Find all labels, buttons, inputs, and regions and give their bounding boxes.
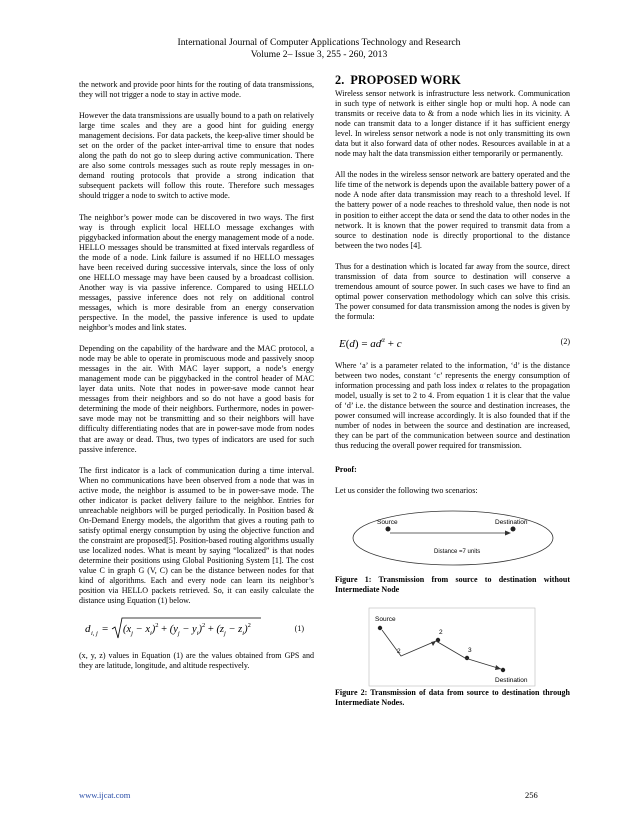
figure-2-diagram [335, 606, 570, 688]
section-number: 2. [335, 73, 345, 87]
source-label: Source [375, 615, 396, 623]
figure-2 [335, 606, 570, 708]
svg-text:E(d) = adα + c: $E(d) = ad^\alpha + c$ [339, 335, 402, 350]
page-number: 256 [525, 790, 538, 800]
paragraph: The first indicator is a lack of communication during a time interval. When no communications have been observed from a node that was in active mode, the neighbor is assumed to be in power-save mode. The other indicator is packet delivery failure to the neighbor. Entries for unreachable neighbors will be purged periodically. In Position based & On-Demand Energy models, the algorithm that gives a routing path to satisfy optimal energy consumption by using the objective function and the constraint are proposed[5]. Position-based routing algorithms usually use localized nodes. What is meant by saying “localized” is that nodes determine their positions using Global Positioning System [1]. The cost value C in graph G (V, C) can be the distance between nodes for that kind of algorithms. Each and every node can learn its neighbor’s position via HELLO packets retrieved. So, it can easily calculate the distance using Equation (1) below. [79, 465, 314, 606]
equation-number: (2) [560, 336, 570, 346]
distance-label: Distance =7 units [434, 548, 481, 555]
left-column [79, 80, 314, 682]
node-label: 2 [439, 628, 443, 636]
arrow-head [505, 530, 511, 535]
source-label: Source [377, 518, 398, 526]
svg-text:d: d [85, 623, 91, 636]
svg-text:=: = [102, 623, 109, 636]
paragraph: (x, y, z) values in Equation (1) are the values obtained from GPS and they are latitude, longitude, and altitude respectively. [79, 651, 314, 671]
destination-label: Destination [495, 518, 528, 526]
figure-1 [335, 505, 570, 595]
node-label: 2 [397, 647, 401, 655]
svg-text:i, j: i, j [91, 630, 98, 638]
svg-text:(xj − xi)2 + (yj − yi)2 + (zj: $(x_j - x_i)^2 + (y_j - y_i)^2 + (z_j - z_i)^2$ [123, 622, 251, 638]
figure-2-caption: Figure 2: Transmission of data from source to destination through Intermediate Nodes. [335, 687, 570, 707]
running-header [0, 37, 638, 61]
paragraph: Let us consider the following two scenarios: [335, 486, 478, 496]
paragraph: Depending on the capability of the hardware and the MAC protocol, a node may be able to operate in promiscuous mode and passively snoop messages in the air. With MAC layer support, a node’s energy management mode can be piggybacked in the control header of MAC layer data units. Note that nodes in power-save mode cannot hear messages from their neighbors and so do not have a good basis for determining the mode of their neighbors. Furthermore, nodes in power-save mode may not be transmitting and so their neighbors will have difficulty differentiating nodes that are in power-save mode from nodes that are away or dead. Thus, two types of indicators are used for such passive inference. [79, 344, 314, 454]
destination-node [501, 667, 505, 671]
distance-formula [85, 614, 285, 644]
paragraph: Wireless sensor network is infrastructure less network. Communication in such type of network is either single hop or multi hop. A node can transmits or receive data to & from a node which lies in its vicinity. A node can transmit data to a longer distance if it has sufficient energy level. In wireless sensor network a node is not only transmitting its own data but it also forward data of other nodes. Resources available in at a node may halt the data transmission either temporarily or permanently. [335, 89, 570, 159]
source-node [386, 526, 391, 531]
equation-2 [335, 330, 570, 354]
equation-1 [79, 614, 314, 644]
power-formula [339, 330, 459, 354]
paragraph: the network and provide poor hints for the routing of data transmissions, they will not trigger a node to stay in active mode. [79, 80, 314, 100]
arrow-head [431, 641, 436, 646]
paragraph: The neighbor’s power mode can be discovered in two ways. The first way is through explicit local HELLO message exchanges with piggybacked information about the energy management mode of a node. HELLO messages should be transmitted at fixed intervals regardless of the mode of a node. Link failure is assumed if no HELLO messages have been received during successive intervals, since the loss of only one HELLO message may have been caused by a broadcast collision. Another way is via passive inference. Compared to using HELLO messages, passive inference does not rely on additional control messages, which is more desirable from an energy conservation perspective. In the model, the passive inference is used to update neighbor’s modes and link states. [79, 212, 314, 333]
proof-label: Proof: [335, 465, 357, 475]
journal-website-link[interactable]: www.ijcat.com [79, 790, 131, 800]
paragraph: However the data transmissions are usually bound to a path on relatively large time scales and they are a good hint for guiding energy management decisions. For data packets, the keep-alive timer should be set on the order of the packet inter-arrival time to ensure that nodes along the path do not go to sleep during active communication. There are also some controls messages such as route reply messages in on-demand routing protocols that provide a strong indication that subsequent packets will follow this route. Therefore such messages should trigger a node to switch to active mode. [79, 111, 314, 201]
equation-number: (1) [294, 624, 304, 634]
destination-label: Destination [495, 676, 528, 684]
paragraph: Thus for a destination which is located far away from the source, direct transmission of data from source to destination will conserve a tremendous amount of source power. In such cases we have to find an optimal power conservation methodology which can solve this crisis. The power consumed for data transmission among the nodes is given by the formula: [335, 261, 570, 321]
section-title: PROPOSED WORK [350, 73, 461, 87]
volume-info: Volume 2– Issue 3, 255 - 260, 2013 [250, 49, 388, 60]
node-label: 3 [468, 646, 472, 654]
destination-node [511, 526, 516, 531]
journal-title: International Journal of Computer Applications Technology and Research [177, 37, 461, 48]
paragraph: All the nodes in the wireless sensor network are battery operated and the life time of the network is depends upon the available battery power of a node A node after data transmission may reach to a threshold level. If the battery power of a node reaches to threshold value, then node is not in position to either accept the data or send the data to other nodes in the network. It is known that the power required to transmit data from a source to destination node is directly proportional to the distance between the two nodes [4]. [335, 170, 570, 250]
arrow-head [495, 665, 501, 670]
source-node [378, 625, 382, 629]
section-heading [335, 74, 570, 87]
figure-1-caption: Figure 1: Transmission from source to destination without Intermediate Node [335, 574, 570, 594]
right-column [335, 73, 570, 719]
figure-1-diagram [335, 505, 570, 575]
paragraph: Where ‘a’ is a parameter related to the information, ‘d’ is the distance between two nodes, constant ‘c’ represents the energy consumption of information processing and path loss index α relates to the propagation model, usually is set to 2 to 4. From equation 1 it is clear that the value of ‘d’ i.e. the distance between the source and destination increases, the power consumed will increase accordingly. It is also founded that if the number of nodes in between the source and destination are increased, they can be part of the communication between source and destination thus reducing the overall power required for transmission. [335, 360, 570, 451]
